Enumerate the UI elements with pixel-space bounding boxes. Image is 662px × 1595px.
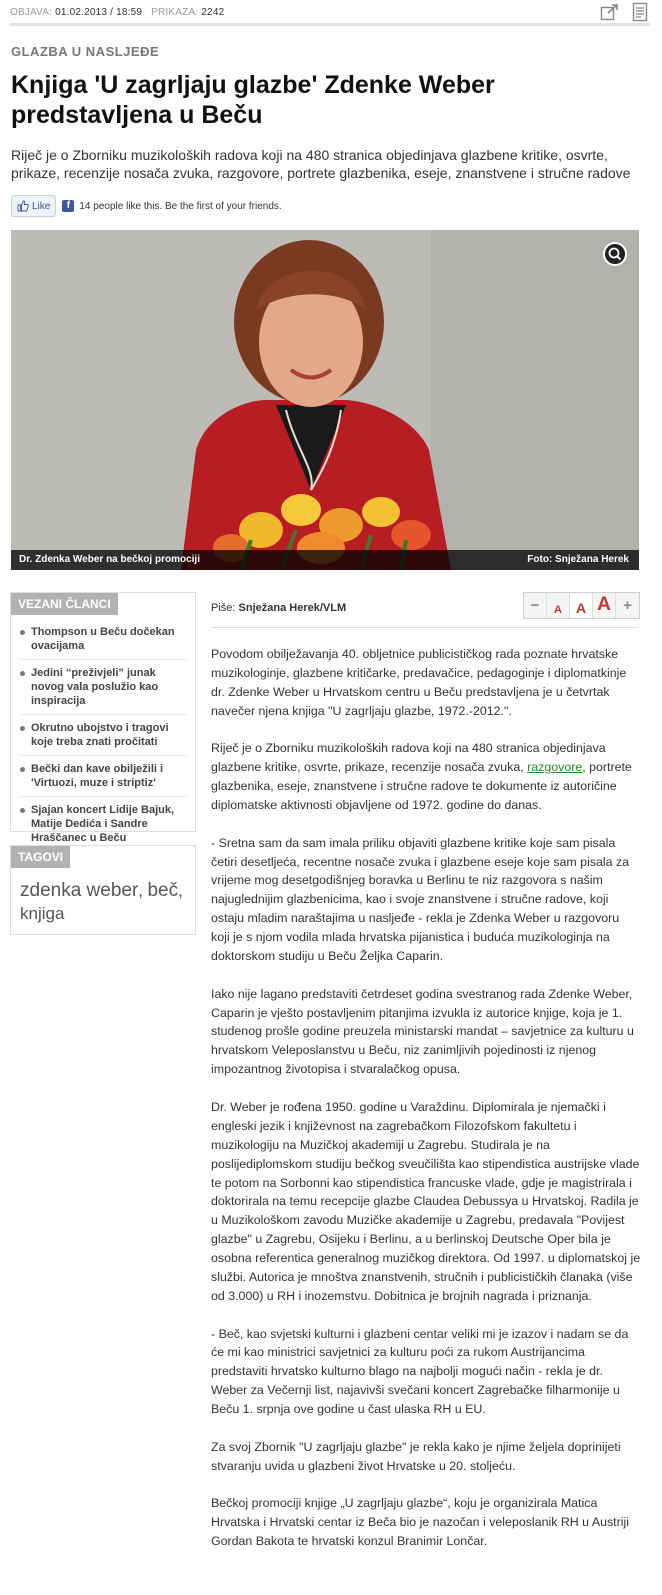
article-paragraph: - Beč, kao svjetski kulturni i glazbeni centar veliki mi je izazov i nadam se da će mi kao ministrici savjetnici za kulturu poći za rukom Austrijancima predstaviti hrvatsko kulturno blago na najbolji mogući način - rekla je dr. Weber za Večernji list, najavivši svečani koncert Zagrebačke filharmonije u Beču 1. srpnja ove godine u čast ulaska RH u EU. (211, 1326, 629, 1417)
views-label: PRIKAZA: (151, 7, 199, 18)
article-photo[interactable] (11, 230, 639, 570)
photo-caption-bar (11, 550, 639, 570)
font-medium-button[interactable]: A (570, 593, 593, 618)
tag-cloud (11, 868, 195, 926)
tag-separator: , (138, 881, 144, 900)
thumbs-up-icon (17, 200, 29, 212)
share-icon[interactable] (600, 2, 620, 22)
tags-header (11, 846, 195, 868)
font-size-tools (523, 592, 640, 619)
photo-credit: Foto: Snježana Herek (527, 554, 629, 565)
tag-link[interactable]: zdenka weber (20, 880, 139, 901)
related-item[interactable]: Thompson u Beču dočekan ovacijama (20, 625, 187, 660)
paragraph-text: , portrete glazbenika, eseje, znanstvene i stručne radove te dokumente iz autoričine diplomatske aktivnosti objavljene od 1972. godine do danas. (211, 760, 632, 813)
related-item[interactable]: Bečki dan kave obilježili i 'Virtuozi, muze i striptiz' (20, 762, 187, 797)
like-label: Like (32, 200, 51, 212)
meta-tools (600, 2, 650, 22)
related-header (11, 593, 195, 615)
tag-separator: , (178, 881, 183, 900)
font-decrease-button[interactable]: − (524, 593, 547, 618)
tag-link[interactable]: beč (147, 880, 179, 901)
article-paragraph: Dr. Weber je rođena 1950. godine u Varaždinu. Diplomirala je njemački i engleski jezik i književnost na zagrebačkom Filozofskom fakultetu i muzikologiju na Muzičkoj akademiji u Zagrebu. Studirala je na poslijediplomskom studiju bečkog sveučilišta kao stipendistica austrijske vlade te potom na Sorbonni kao stipendistica francuske vlade, gdje je magistrirala i doktorirala na temu recepcije glazbe Claudea Debussya u Hrvatskoj. Radila je u Muzikološkom zavodu Muzičke akademije u Zagrebu, predavala "Povijest glazbe" u Zagrebu, Osijeku i Berlinu, a u berlinskoj Deutsche Oper bila je osobna referentica generalnog muzičkog direktora. Od 1997. u diplomatskoj je službi. Autorica je mnoštva znanstvenih, stručnih i publicističkih članaka (više od 3.000) u RH i inozemstvu. Dobitnica je brojnih nagrada i priznanja. (211, 1099, 641, 1303)
article-paragraph: Iako nije lagano predstaviti četrdeset godina svestranog rada Zdenke Weber, Caparin je vješto postavljenim pitanjima izvukla iz autorice knjige, koja je 1. studenog prošle godine preuzela ministarski mandat – savjetnice za kulturu u hrvatskom Veleposlanstvu u Beču, niz zanimljivih pojedinosti iz njenog impozantnog životopisa i stvaralačkog opusa. (211, 986, 634, 1077)
article-paragraph: Povodom obilježavanja 40. obljetnice publicističkog rada poznate hrvatske muzikologinje, glazbene kritičarke, predavačice, pedagoginje i diplomatkinje dr. Zdenke Weber u Hrvatskom centru u Beču predstavljena je u četvrtak navečer njena knjiga "U zagrljaju glazbe, 1972.-2012.". (211, 647, 627, 718)
like-count-text: 14 people like this. Be the first of your friends. (79, 200, 282, 212)
related-articles-box (10, 592, 196, 844)
paragraph-text: Riječ je o Zborniku muzikoloških radova koji na 480 stranica objedinjava glazbene kritike, osvrte, prikaze, recenzije nosača zvuka, (211, 741, 606, 775)
article-paragraph: Bečkoj promociji knjige „U zagrljaju glazbe“, koju je organizirala Matica Hrvatska i Hrvatski centar iz Beča bio je nazočan i veleposlanik RH u Austriji Gordan Bakota te hrvatski konzul Branimir Lončar. (211, 1496, 630, 1549)
font-small-button[interactable]: A (547, 593, 570, 618)
tag-link[interactable]: knjiga (20, 904, 65, 923)
article-meta (10, 7, 230, 18)
meta-bar (10, 4, 650, 26)
page-title: Knjiga 'U zagrljaju glazbe' Zdenke Weber predstavljena u Beču (11, 71, 495, 129)
related-item[interactable]: Jedini “preživjeli” junak novog vala poslužio kao inspiracija (20, 666, 187, 715)
divider (211, 627, 639, 628)
article-paragraph: Za svoj Zbornik "U zagrljaju glazbe" je rekla kako je njime željela doprinijeti stvaranju uvida u glazbeni život Hrvatske u 20. stoljeću. (211, 1439, 621, 1473)
inline-link[interactable]: razgovore (527, 760, 583, 775)
tags-box (10, 845, 196, 935)
zoom-button[interactable] (603, 242, 627, 266)
article-paragraph: - Sretna sam da sam imala priliku objaviti glazbene kritike koje sam pisala četiri desetljeća, recentne nosače zvuka i glazbene eseje koje sam pisala za vrijeme mog desetgodišnjeg boravka u Berlinu te niz razgovora s našim najuglednijim glazbenicima, kao i svoje znanstvene i stručne radove, koji ostaju mladim naraštajima u nasljeđe - rekla je Zdenka Weber u razgovoru koji je s njom vodila mlada hrvatska pijanistica i buduća muzikologinja na doktorskom studiju u Beču Željka Caparin. (211, 835, 630, 964)
related-list (11, 615, 195, 851)
views-value: 2242 (201, 7, 225, 18)
byline (211, 602, 346, 614)
social-row (11, 194, 282, 218)
related-item[interactable]: Okrutno ubojstvo i tragovi koje treba znati pročitati (20, 721, 187, 756)
published-value: 01.02.2013 / 18:59 (55, 7, 143, 18)
print-icon[interactable] (630, 2, 650, 22)
related-title: VEZANI ČLANCI (11, 593, 118, 615)
related-item[interactable]: Sjajan koncert Lidije Bajuk, Matije Dedića i Sandre Hraščanec u Beču (20, 803, 187, 851)
byline-author: Snježana Herek/VLM (238, 602, 347, 614)
article-paragraph (211, 739, 641, 815)
photo-caption: Dr. Zdenka Weber na bečkoj promociji (19, 554, 200, 565)
facebook-like-button[interactable] (11, 195, 56, 217)
facebook-icon: f (62, 200, 74, 212)
byline-label: Piše: (211, 602, 236, 614)
article-body (211, 645, 641, 1570)
tags-title: TAGOVI (11, 846, 70, 868)
photo-illustration (11, 230, 639, 570)
font-large-button[interactable]: A (593, 593, 616, 618)
font-increase-button[interactable]: + (623, 597, 632, 614)
published-label: OBJAVA: (10, 7, 53, 18)
magnifier-icon (605, 244, 625, 264)
article-lead: Riječ je o Zborniku muzikoloških radova koji na 480 stranica objedinjava glazbene kritike, osvrte, prikaze, recenzije nosača zvuka, razgovore, portrete glazbenika, eseje, znanstvene i stručne radove (11, 147, 631, 181)
section-label[interactable]: GLAZBA U NASLJEĐE (11, 44, 160, 59)
